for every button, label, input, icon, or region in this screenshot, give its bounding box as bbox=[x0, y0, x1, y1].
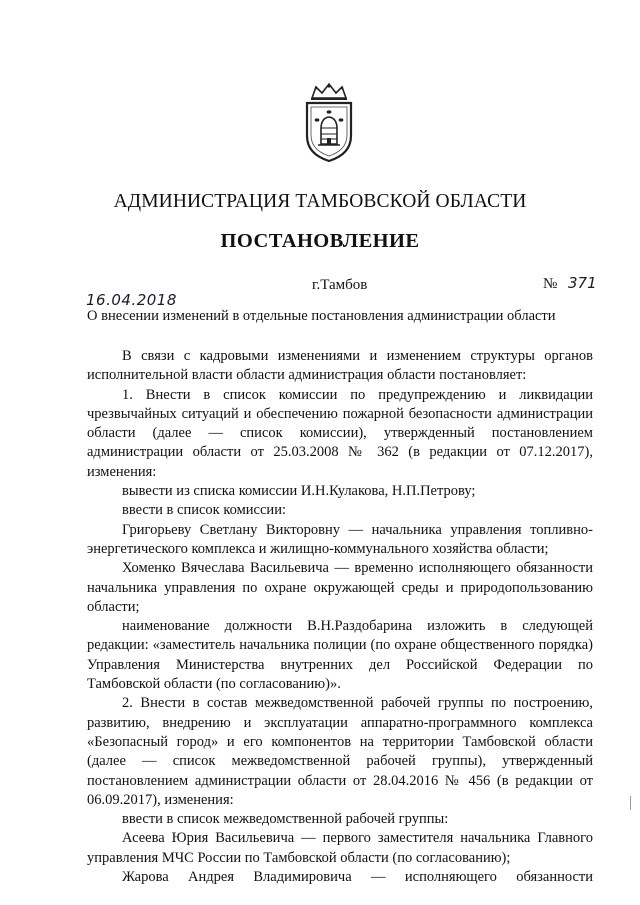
member-zharov-paragraph: Жарова Андрея Владимировича — исполняющего обязанности bbox=[122, 869, 593, 886]
clause-1-paragraph: 1. Внести в список комиссии по предупреждению и ликвидации чрезвычайных ситуаций и обеспечению пожарной безопасности администрации области (далее — список комиссии), утвержденный постановлением администрации области от 25.03.2008 № 362 (в редакции от 07.12.2017), изменения: bbox=[87, 386, 593, 480]
member-grigorieva-paragraph: Григорьеву Светлану Викторовну — начальника управления топливно-энергетического комплекса и жилищно-коммунального хозяйства области; bbox=[87, 521, 593, 557]
agency-name: АДМИНИСТРАЦИЯ ТАМБОВСКОЙ ОБЛАСТИ bbox=[113, 191, 527, 212]
city: г.Тамбов bbox=[312, 277, 368, 293]
document-number: 371 bbox=[568, 274, 597, 292]
clause-2-add-paragraph: ввести в список межведомственной рабочей группы: bbox=[122, 811, 449, 828]
clause-2-paragraph: 2. Внести в состав межведомственной рабочей группы по построению, развитию, внедрению и эксплуатации аппаратно-программного комплекса «Безопасный город» и его компонентов на территории Тамбовской области (далее — список межведомственной рабочей группы), утвержденный постановлением администрации области от 28.04.2016 № 456 (в редакции от 06.09.2017), изменения: bbox=[87, 695, 593, 808]
member-khomenko-paragraph: Хоменко Вячеслава Васильевича — временно исполняющего обязанности начальника управления по охране окружающей среды и природопользованию области; bbox=[87, 560, 593, 615]
scan-artifact bbox=[630, 796, 631, 810]
position-rename-paragraph: наименование должности В.Н.Раздобарина изложить в следующей редакции: «заместитель начальника полиции (по охране общественного порядка) Управления Министерства внутренних дел Российской Федерации по Тамбовской области (по согласованию)». bbox=[87, 618, 593, 693]
coat-of-arms-icon bbox=[298, 82, 360, 164]
clause-1-add-paragraph: ввести в список комиссии: bbox=[122, 502, 286, 519]
document-type: ПОСТАНОВЛЕНИЕ bbox=[220, 230, 420, 252]
clause-1-remove-paragraph: вывести из списка комиссии И.Н.Кулакова, Н.П.Петрову; bbox=[122, 483, 476, 500]
preamble-paragraph: В связи с кадровыми изменениями и изменением структуры органов исполнительной власти области администрация области постановляет: bbox=[87, 348, 593, 384]
document-subject: О внесении изменений в отдельные постановления администрации области bbox=[87, 308, 556, 324]
number-label: № bbox=[543, 276, 558, 292]
document-body bbox=[87, 347, 593, 887]
member-aseev-paragraph: Асеева Юрия Васильевича — первого заместителя начальника Главного управления МЧС России по Тамбовской области (по согласованию); bbox=[87, 830, 593, 866]
document-date: 16.04.2018 bbox=[86, 291, 177, 309]
